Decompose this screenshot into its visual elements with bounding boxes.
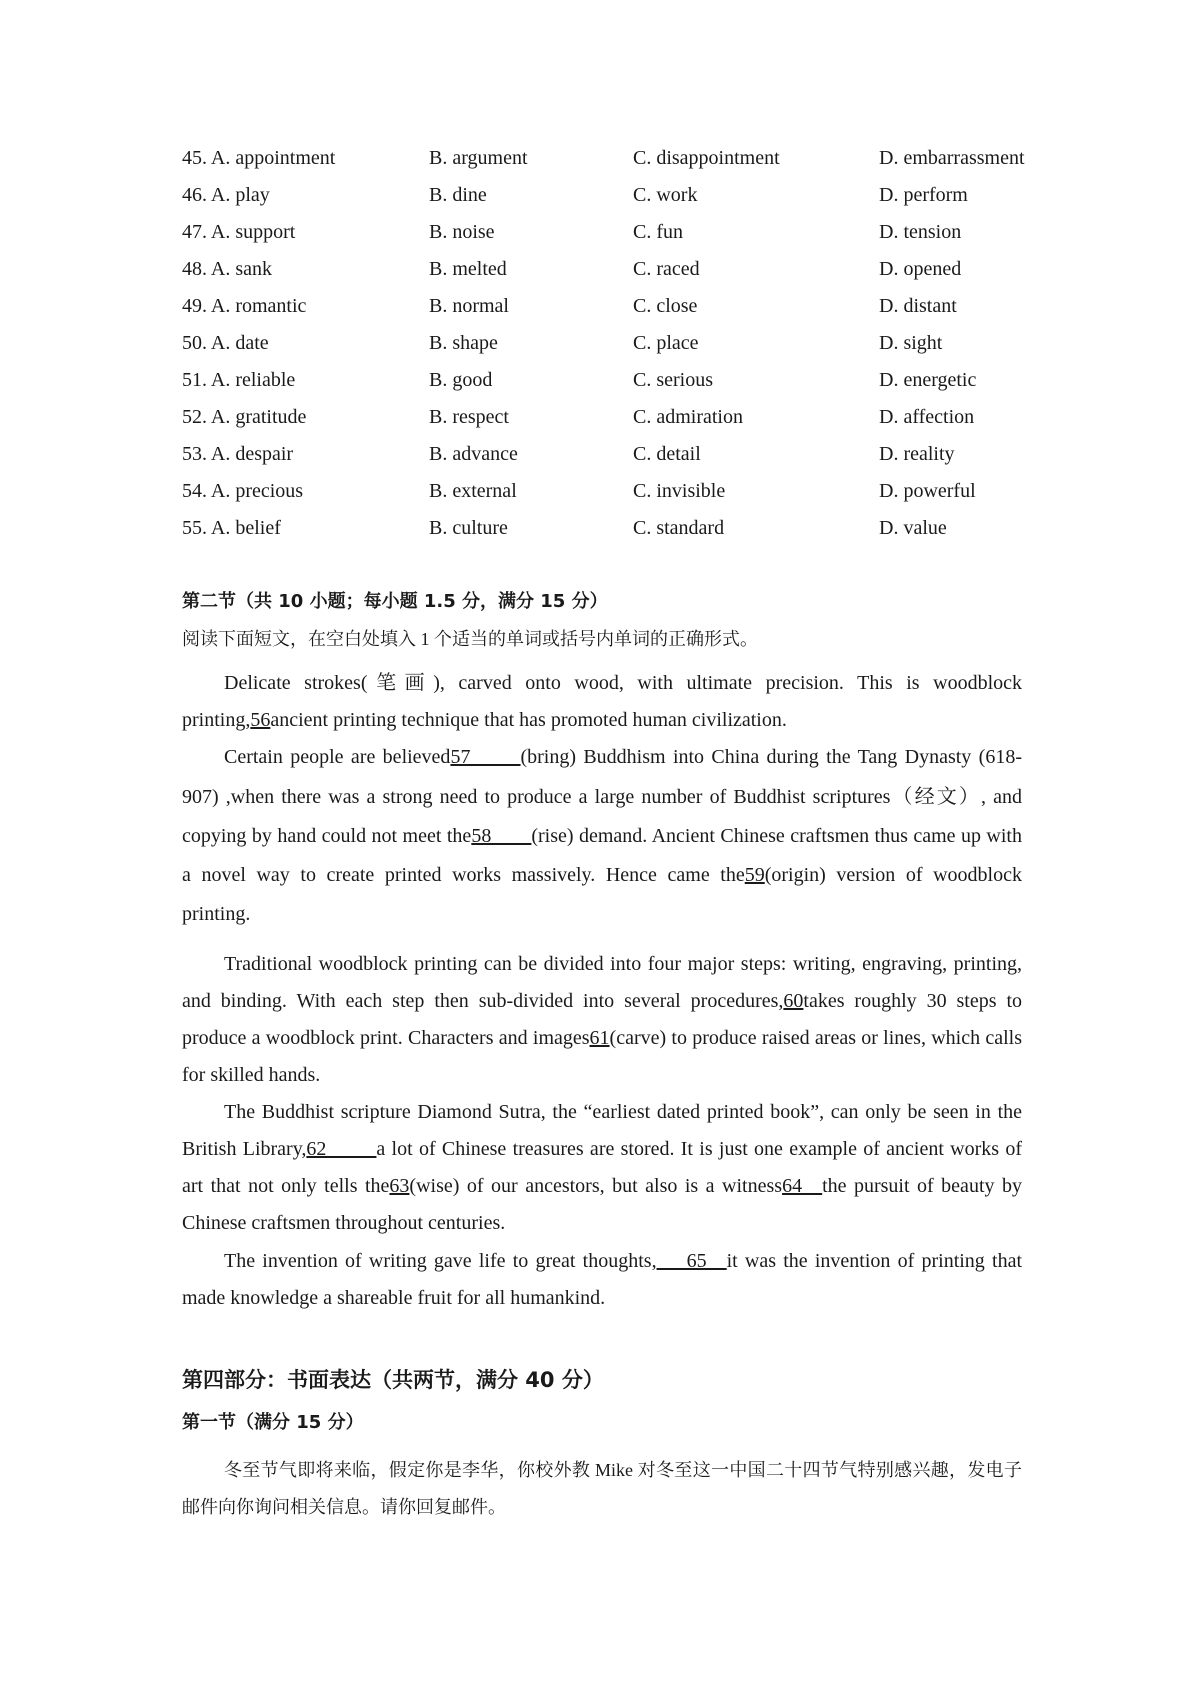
option-choice-a: 50. A. date: [182, 332, 269, 354]
text-span: ）, and copying by hand could not meet the: [182, 786, 1023, 847]
section2-heading: 第二节（共 10 小题；每小题 1.5 分，满分 15 分）: [182, 591, 608, 612]
option-choice-b: B. respect: [429, 406, 509, 428]
text-span: (origin) version of woodblock printing.: [182, 864, 1022, 925]
text-span: The Buddhist scripture Diamond Sutra, the “earliest dated printed book”, can only be seen in the British Library,: [182, 1101, 1022, 1160]
option-choice-a: 45. A. appointment: [182, 147, 336, 169]
writing-prompt: 冬至节气即将来临，假定你是李华，你校外教 Mike 对冬至这一中国二十四节气特别感兴趣，发电子邮件向你询问相关信息。请你回复邮件。: [182, 1460, 1022, 1517]
option-choice-b: B. noise: [429, 221, 495, 243]
option-choice-b: B. shape: [429, 332, 498, 354]
text-span: (rise) demand. Ancient Chinese craftsmen thus came up with a novel way to create printed works massively. Hence came the: [182, 825, 1022, 886]
option-choice-d: D. perform: [879, 184, 968, 206]
blank-62: 62_____: [306, 1138, 377, 1160]
blank-59: 59: [744, 864, 765, 886]
passage-paragraph-3: [182, 946, 1022, 1094]
section2-instruction: 阅读下面短文，在空白处填入 1 个适当的单词或括号内单词的正确形式。: [182, 629, 758, 649]
text-span: takes roughly 30 steps to produce a woodblock print. Characters and images: [182, 990, 1022, 1049]
text-span: (wise) of our ancestors, but also is a witness: [409, 1175, 783, 1197]
option-choice-b: B. culture: [429, 517, 508, 539]
blank-65: ___65__: [656, 1250, 727, 1272]
option-choice-c: C. serious: [633, 369, 713, 391]
option-choice-b: B. good: [429, 369, 493, 391]
blank-61: 61: [589, 1027, 610, 1049]
option-choice-d: D. sight: [879, 332, 943, 354]
option-choice-b: B. external: [429, 480, 517, 502]
option-choice-a: 55. A. belief: [182, 517, 281, 539]
option-choice-d: D. energetic: [879, 369, 977, 391]
option-choice-a: 51. A. reliable: [182, 369, 296, 391]
option-choice-a: 47. A. support: [182, 221, 296, 243]
text-span: ancient printing technique that has promoted human civilization.: [270, 709, 787, 731]
blank-64: 64__: [782, 1175, 823, 1197]
option-row: [0, 328, 1200, 358]
chinese-gloss: 笔画: [367, 670, 434, 694]
option-choice-b: B. argument: [429, 147, 528, 169]
option-row: [0, 217, 1200, 247]
option-choice-a: 53. A. despair: [182, 443, 294, 465]
option-choice-c: C. raced: [633, 258, 700, 280]
option-row: [0, 365, 1200, 395]
option-choice-a: 48. A. sank: [182, 258, 272, 280]
text-span: (carve) to produce raised areas or lines, which calls for skilled hands.: [182, 1027, 1022, 1086]
option-row: [0, 402, 1200, 432]
text-span: Delicate strokes(: [224, 672, 368, 694]
text-span: Certain people are believed: [224, 746, 451, 768]
blank-57: 57_____: [450, 746, 521, 768]
option-choice-a: 54. A. precious: [182, 480, 304, 502]
option-choice-a: 52. A. gratitude: [182, 406, 307, 428]
option-choice-c: C. work: [633, 184, 698, 206]
blank-60: 60: [783, 990, 804, 1012]
option-choice-b: B. dine: [429, 184, 487, 206]
text-span: a lot of Chinese treasures are stored. It is just one example of ancient works of art that not only tells the: [182, 1138, 1022, 1197]
passage-paragraph-4: [182, 1094, 1022, 1242]
option-row: [0, 476, 1200, 506]
option-choice-b: B. normal: [429, 295, 509, 317]
text-span: The invention of writing gave life to great thoughts,: [224, 1250, 657, 1272]
option-row: [0, 143, 1200, 173]
option-choice-c: C. admiration: [633, 406, 743, 428]
part4-heading: 第四部分：书面表达（共两节，满分 40 分）: [182, 1368, 604, 1392]
passage-paragraph-1: [182, 664, 1022, 739]
text-span: Traditional woodblock printing can be divided into four major steps: writing, engraving, printing, and binding. With each step then sub-divided into several procedures,: [182, 953, 1022, 1012]
passage-paragraph-5: [182, 1243, 1022, 1317]
blank-58: 58____: [471, 825, 532, 847]
passage-paragraph-2: [182, 738, 1022, 934]
option-choice-d: D. affection: [879, 406, 975, 428]
option-row: [0, 254, 1200, 284]
option-row: [0, 513, 1200, 543]
part4-section1-heading: 第一节（满分 15 分）: [182, 1412, 364, 1433]
blank-56: 56: [250, 709, 271, 731]
option-row: [0, 439, 1200, 469]
option-choice-c: C. close: [633, 295, 698, 317]
option-choice-d: D. embarrassment: [879, 147, 1025, 169]
blank-63: 63: [389, 1175, 410, 1197]
text-span: it was the invention of printing that made knowledge a shareable fruit for all humankind.: [182, 1250, 1023, 1309]
text-span: ), carved onto wood, with ultimate precision. This is woodblock printing,: [182, 672, 1023, 731]
option-choice-b: B. advance: [429, 443, 518, 465]
chinese-gloss: 经文: [914, 784, 959, 808]
option-choice-d: D. reality: [879, 443, 955, 465]
text-span: (bring) Buddhism into China during the Tang Dynasty (618-907) ,when there was a strong need to produce a large number of Buddhist scriptures（: [182, 746, 1022, 808]
option-row: [0, 291, 1200, 321]
option-choice-c: C. disappointment: [633, 147, 780, 169]
option-choice-d: D. opened: [879, 258, 962, 280]
option-choice-d: D. powerful: [879, 480, 976, 502]
option-choice-c: C. invisible: [633, 480, 726, 502]
option-choice-a: 46. A. play: [182, 184, 270, 206]
option-choice-d: D. value: [879, 517, 947, 539]
option-choice-c: C. fun: [633, 221, 683, 243]
text-span: the pursuit of beauty by Chinese craftsmen throughout centuries.: [182, 1175, 1022, 1234]
option-choice-c: C. detail: [633, 443, 701, 465]
option-choice-c: C. standard: [633, 517, 725, 539]
option-choice-b: B. melted: [429, 258, 507, 280]
option-choice-c: C. place: [633, 332, 699, 354]
option-choice-d: D. tension: [879, 221, 962, 243]
option-choice-a: 49. A. romantic: [182, 295, 307, 317]
option-choice-d: D. distant: [879, 295, 957, 317]
option-row: [0, 180, 1200, 210]
